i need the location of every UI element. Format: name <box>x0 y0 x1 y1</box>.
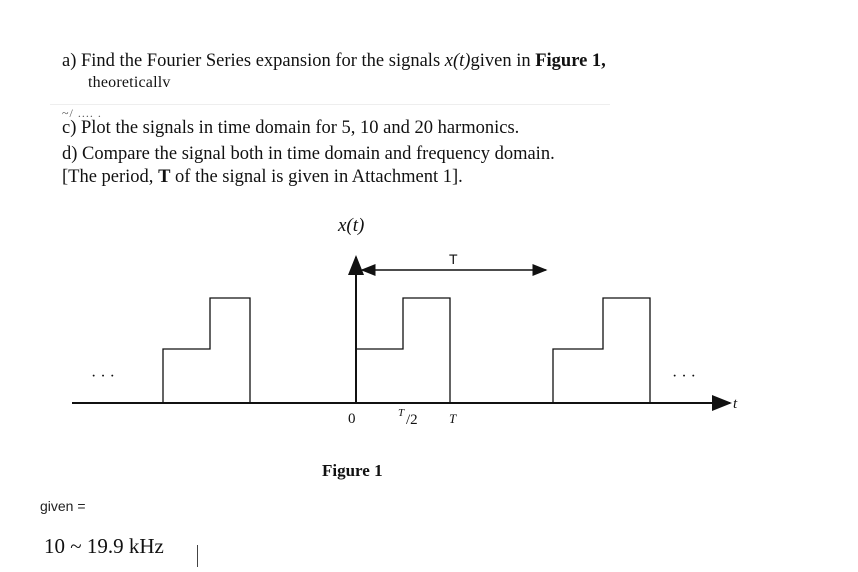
question-a-signal: x(t) <box>444 51 471 71</box>
y-axis-label: x(t) <box>338 215 365 236</box>
pulse-next <box>553 298 650 403</box>
tick-half-denominator: /2 <box>406 412 418 428</box>
tick-zero: 0 <box>348 411 356 427</box>
tick-half-numerator: T <box>398 407 405 419</box>
pulse-current <box>356 298 450 403</box>
time-axis-label: t <box>733 396 738 412</box>
question-d: d) Compare the signal both in time domain and frequency domain. <box>62 144 555 164</box>
text-cursor <box>197 545 198 567</box>
pulse-previous <box>163 298 250 403</box>
question-e-period: T <box>158 167 171 187</box>
question-a-mid: given in <box>470 51 536 71</box>
continuation-dots-left: · · · <box>91 368 115 385</box>
question-a-prefix: a) Find the Fourier Series expansion for the signals <box>62 51 445 71</box>
given-value: 10 ~ 19.9 kHz <box>44 534 164 558</box>
question-b-cutoff: ~/ .... . <box>62 106 102 120</box>
question-c: c) Plot the signals in time domain for 5, 10 and 20 harmonics. <box>62 118 520 138</box>
question-a-line2: theoreticallv <box>88 74 171 91</box>
figure-caption: Figure 1 <box>322 461 383 480</box>
continuation-dots-right: · · · <box>672 368 696 385</box>
question-a-figure-ref: Figure 1, <box>535 51 606 71</box>
question-e-suffix: of the signal is given in Attachment 1]. <box>170 167 463 187</box>
tick-period: T <box>449 411 457 426</box>
period-label: T <box>449 251 458 267</box>
question-e-prefix: [The period, <box>62 167 159 187</box>
given-label: given = <box>40 498 86 514</box>
